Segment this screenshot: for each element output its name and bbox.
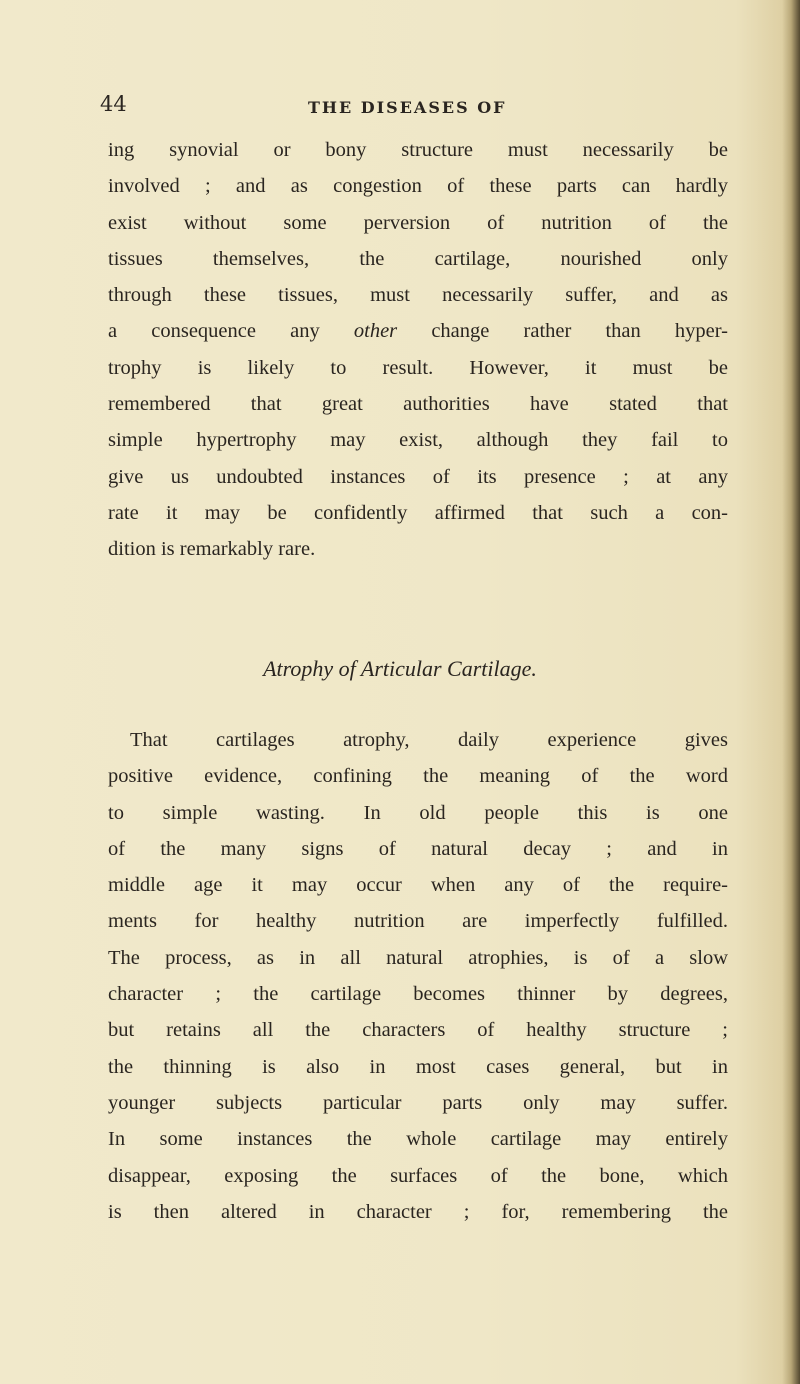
- text-line: [108, 313, 728, 349]
- text-line: rate it may be confidently affirmed that such a con-: [108, 501, 728, 524]
- text-line: simple hypertrophy may exist, although they fail to: [108, 429, 728, 452]
- text-line: is then altered in character ; for, remembering the: [108, 1200, 728, 1223]
- text-line: middle age it may occur when any of the require-: [108, 874, 728, 897]
- text-line: younger subjects particular parts only may suffer.: [108, 1091, 728, 1114]
- text-line: ments for healthy nutrition are imperfectly fulfilled.: [108, 910, 728, 933]
- text-fragment: change rather than hyper-: [431, 320, 729, 343]
- text-line: but retains all the characters of healthy structure ;: [108, 1019, 728, 1042]
- text-line: exist without some perversion of nutrition of the: [108, 211, 728, 234]
- paragraph-1: [108, 132, 728, 568]
- text-line: character ; the cartilage becomes thinner by degrees,: [108, 983, 728, 1006]
- section-heading: Atrophy of Articular Cartilage.: [263, 656, 537, 681]
- italic-word: other: [353, 320, 398, 343]
- text-line: of the many signs of natural decay ; and in: [108, 837, 728, 860]
- text-line: In some instances the whole cartilage may entirely: [108, 1128, 728, 1151]
- text-line: The process, as in all natural atrophies, is of a slow: [108, 946, 728, 969]
- page-number: 44: [100, 92, 127, 116]
- text-line: dition is remarkably rare.: [108, 538, 316, 561]
- text-line: ing synovial or bony structure must necessarily be: [108, 139, 728, 161]
- page-edge-shadow: [782, 0, 800, 1384]
- text-line: positive evidence, confining the meaning of the word: [108, 765, 728, 788]
- text-line: remembered that great authorities have stated that: [108, 393, 728, 416]
- text-line: trophy is likely to result. However, it must be: [108, 356, 728, 379]
- text-line: the thinning is also in most cases general, but in: [108, 1055, 728, 1078]
- text-line: disappear, exposing the surfaces of the bone, which: [108, 1164, 728, 1187]
- text-line: tissues themselves, the cartilage, nourished only: [108, 247, 728, 270]
- text-line: through these tissues, must necessarily suffer, and as: [108, 284, 728, 307]
- text-line: to simple wasting. In old people this is one: [108, 801, 728, 824]
- text-line: involved ; and as congestion of these parts can hardly: [108, 175, 728, 198]
- text-fragment: a consequence any: [108, 320, 320, 343]
- text-line: That cartilages atrophy, daily experience gives: [130, 729, 728, 751]
- text-line: give us undoubted instances of its presence ; at any: [108, 465, 728, 488]
- paragraph-2: [108, 722, 728, 1230]
- running-head: THE DISEASES OF: [308, 98, 507, 117]
